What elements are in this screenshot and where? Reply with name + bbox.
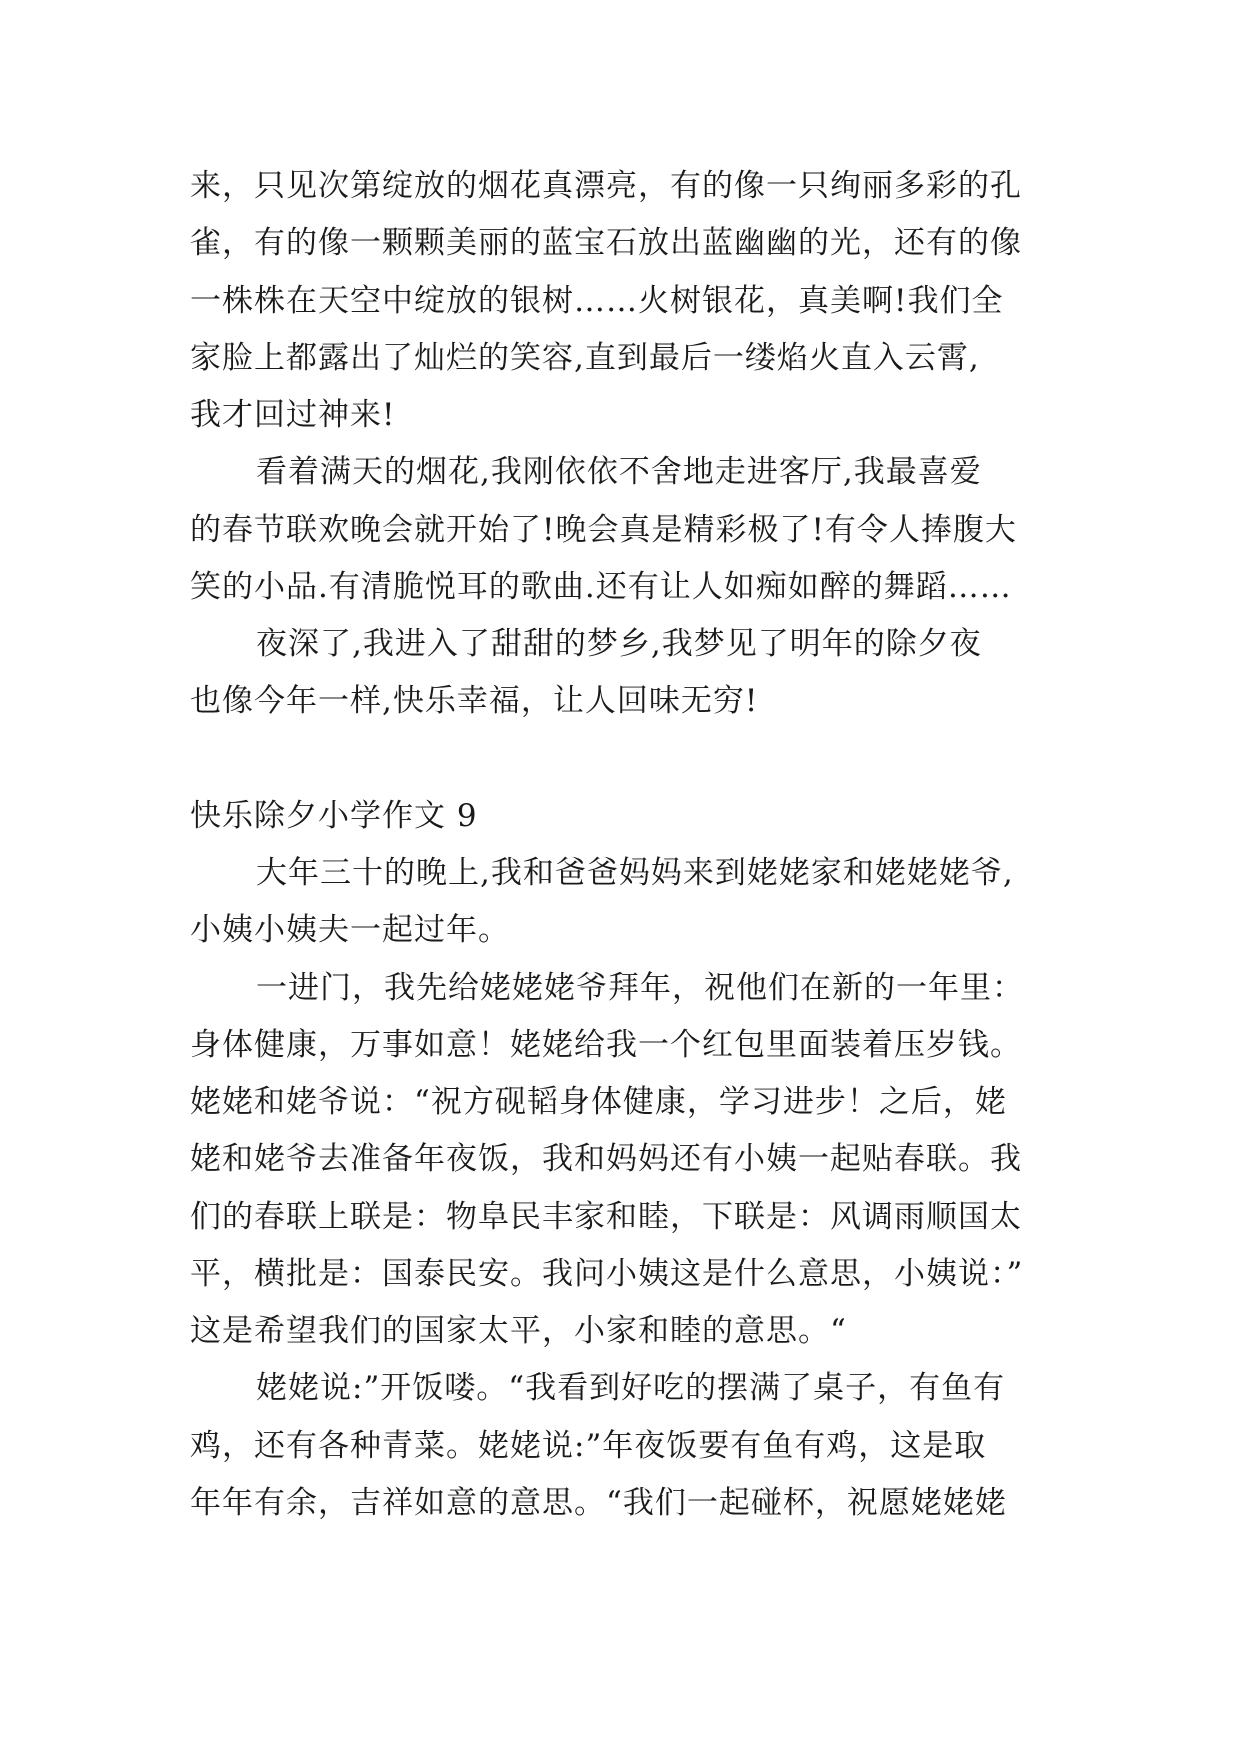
paragraph-start-line: 大年三十的晚上,我和爸爸妈妈来到姥姥家和姥姥姥爷, [256,855,1014,891]
paragraph-start-line: 一进门，我先给姥姥姥爷拜年，祝他们在新的一年里： [256,970,1024,1006]
section-heading: 快乐除夕小学作文 9 [190,798,478,834]
text-line: 来，只见次第绽放的烟花真漂亮，有的像一只绚丽多彩的孔 [190,168,1022,204]
paragraph-start-line: 看着满天的烟花,我刚依依不舍地走进客厅,我最喜爱 [256,454,982,490]
text-line: 们的春联上联是：物阜民丰家和睦，下联是：风调雨顺国太 [190,1199,1022,1235]
text-line: 笑的小品.有清脆悦耳的歌曲.还有让人如痴如醉的舞蹈…… [190,569,1012,605]
text-line: 身体健康，万事如意！姥姥给我一个红包里面装着压岁钱。 [190,1027,1022,1063]
text-line: 平，横批是：国泰民安。我问小姨这是什么意思，小姨说：” [190,1256,1024,1292]
text-line: 一株株在天空中绽放的银树……火树银花，真美啊!我们全 [190,283,1004,319]
text-line: 雀，有的像一颗颗美丽的蓝宝石放出蓝幽幽的光，还有的像 [190,225,1022,261]
text-line: 姥和姥爷去准备年夜饭，我和妈妈还有小姨一起贴春联。我 [190,1141,1022,1177]
paragraph-start-line: 夜深了,我进入了甜甜的梦乡,我梦见了明年的除夕夜 [256,626,982,662]
text-line: 也像今年一样,快乐幸福，让人回味无穷! [190,683,759,719]
text-line: 小姨小姨夫一起过年。 [190,912,510,948]
text-line: 的春节联欢晚会就开始了!晚会真是精彩极了!有令人捧腹大 [190,512,1017,548]
text-line: 家脸上都露出了灿烂的笑容,直到最后一缕焰火直入云霄, [190,340,980,376]
text-line: 年年有余，吉祥如意的意思。“我们一起碰杯，祝愿姥姥姥 [190,1485,1007,1521]
text-line: 我才回过神来! [190,397,396,433]
text-line: 这是希望我们的国家太平，小家和睦的意思。“ [190,1313,847,1349]
paragraph-start-line: 姥姥说:”开饭喽。“我看到好吃的摆满了桌子，有鱼有 [256,1370,1006,1406]
text-line: 鸡，还有各种青菜。姥姥说:”年夜饭要有鱼有鸡，这是取 [190,1428,987,1464]
text-line: 姥姥和姥爷说：“祝方砚韬身体健康，学习进步！之后，姥 [190,1084,1007,1120]
